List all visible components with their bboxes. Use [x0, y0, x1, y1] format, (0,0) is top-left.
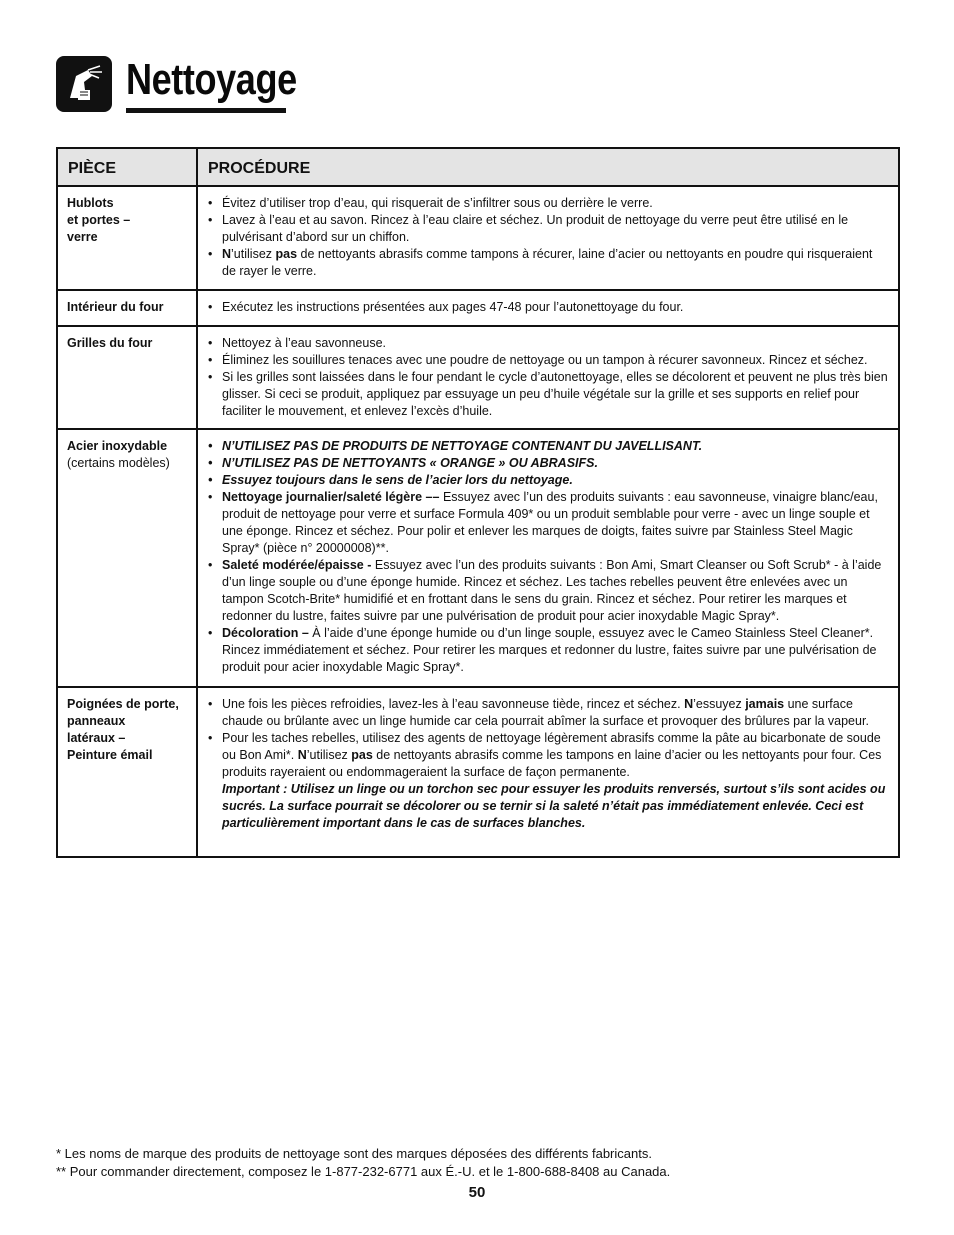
procedure-cell — [197, 687, 899, 857]
list-item: • Évitez d’utiliser trop d’eau, qui risquerait de s’infiltrer sous ou derrière le verre. — [207, 195, 888, 212]
list-item: • N’UTILISEZ PAS DE PRODUITS DE NETTOYAGE CONTENANT DU JAVELLISANT. — [207, 438, 888, 455]
list-item: • Éliminez les souillures tenaces avec une poudre de nettoyage ou un tampon à récurer savonneux. Rincez et séchez. — [207, 352, 888, 369]
page-number: 50 — [468, 1184, 486, 1201]
procedure-cell — [197, 429, 899, 687]
title-underline — [126, 108, 286, 113]
list-item: • Nettoyage journalier/saleté légère –– Essuyez avec l’un des produits suivants : eau savonneuse, vinaigre blanc/eau, produit de nettoyage pour verre et surface Formula 409* ou un produit semblable pour verre - avec un linge souple et une éponge. Rincez et séchez. Pour polir et enlever les marques de doigts, faites suivre par Stainless Steel Magic Spray* (pièce n° 20000008)**. — [207, 489, 888, 557]
cleaning-spray-icon — [56, 56, 112, 112]
list-item: • N’utilisez pas de nettoyants abrasifs comme tampons à récurer, laine d’acier ou nettoyants en poudre qui risqueraient de rayer le verre. — [207, 246, 888, 280]
piece-cell: Acier inoxydable (certains modèles) — [57, 429, 197, 687]
procedure-cell — [197, 186, 899, 290]
list-item: • Une fois les pièces refroidies, lavez-les à l’eau savonneuse tiède, rincez et séchez. N’essuyez jamais une surface chaude ou brûlante avec un linge humide car cela pourrait abîmer la surface et provoquer des brûlures par la vapeur. — [207, 696, 888, 730]
procedure-cell — [197, 290, 899, 326]
list-item: • N’UTILISEZ PAS DE NETTOYANTS « ORANGE » OU ABRASIFS. — [207, 455, 888, 472]
piece-cell: Poignées de porte, panneaux latéraux – Peinture émail — [57, 687, 197, 857]
procedure-cell — [197, 326, 899, 429]
table-row — [57, 429, 899, 687]
column-header-piece: PIÈCE — [57, 148, 197, 186]
piece-cell: Hublots et portes – verre — [57, 186, 197, 290]
list-item: • Nettoyez à l’eau savonneuse. — [207, 335, 888, 352]
list-item: • Essuyez toujours dans le sens de l’acier lors du nettoyage. — [207, 472, 888, 489]
cleaning-table — [56, 147, 900, 858]
table-row — [57, 326, 899, 429]
list-item: • Saleté modérée/épaisse - Essuyez avec l’un des produits suivants : Bon Ami, Smart Cleanser ou Soft Scrub* - à l’aide d’un linge souple ou d’une éponge humide. Rincez et séchez. Les taches rebelles peuvent être enlevées avec un tampon Scotch-Brite* humidifié et en frottant dans le sens du grain. Rincez et séchez. Pour retirer les marques et redonner du lustre, faites suivre par une pulvérisation de produit pour acier inoxydable Magic Spray*. — [207, 557, 888, 625]
piece-cell: Grilles du four — [57, 326, 197, 429]
table-header-row — [57, 148, 899, 186]
list-item: • Décoloration – À l’aide d’une éponge humide ou d’un linge souple, essuyez avec le Cameo Stainless Steel Cleaner*. Rincez immédiatement et séchez. Pour retirer les marques et redonner du lustre, faites suivre par une pulvérisation de produit pour acier inoxydable Magic Spray*. — [207, 625, 888, 676]
important-note: Important : Utilisez un linge ou un torchon sec pour essuyer les produits renversés, surtout s’ils sont acides ou sucrés. La surface pourrait se décolorer ou se ternir si la saleté n’était pas immédiatement enlevée. Ceci est particulièrement important dans le cas de surfaces blanches. — [222, 782, 886, 830]
table-row — [57, 186, 899, 290]
footnote-1: * Les noms de marque des produits de nettoyage sont des marques déposées des différents fabricants. — [56, 1146, 652, 1161]
list-item: • Si les grilles sont laissées dans le four pendant le cycle d’autonettoyage, elles se décolorent et peuvent ne plus très bien glisser. Si ceci se produit, appliquez par essuyage un peu d’huile végétale sur la grille et ses supports en relief pour faciliter le mouvement, et enlevez l’excès d’huile. — [207, 369, 888, 420]
list-item: • Lavez à l’eau et au savon. Rincez à l’eau claire et séchez. Un produit de nettoyage du verre peut être utilisé en le pulvérisant d’abord sur un chiffon. — [207, 212, 888, 246]
column-header-procedure: PROCÉDURE — [197, 148, 899, 186]
list-item: • Pour les taches rebelles, utilisez des agents de nettoyage légèrement abrasifs comme la pâte au bicarbonate de soude ou Bon Ami*. N’utilisez pas de nettoyants abrasifs comme les tampons en laine d’acier ou les nettoyants pour four. Ces produits rayeraient ou endommageraient la surface de façon permanente. — [207, 730, 888, 781]
footnote-2: ** Pour commander directement, composez le 1-877-232-6771 aux É.-U. et le 1-800-688-8408 au Canada. — [56, 1164, 671, 1179]
footnotes — [56, 1145, 900, 1181]
list-item: • Exécutez les instructions présentées aux pages 47-48 pour l’autonettoyage du four. — [207, 299, 888, 316]
piece-cell: Intérieur du four — [57, 290, 197, 326]
table-row — [57, 290, 899, 326]
page-title: Nettoyage — [126, 55, 297, 104]
table-row — [57, 687, 899, 857]
